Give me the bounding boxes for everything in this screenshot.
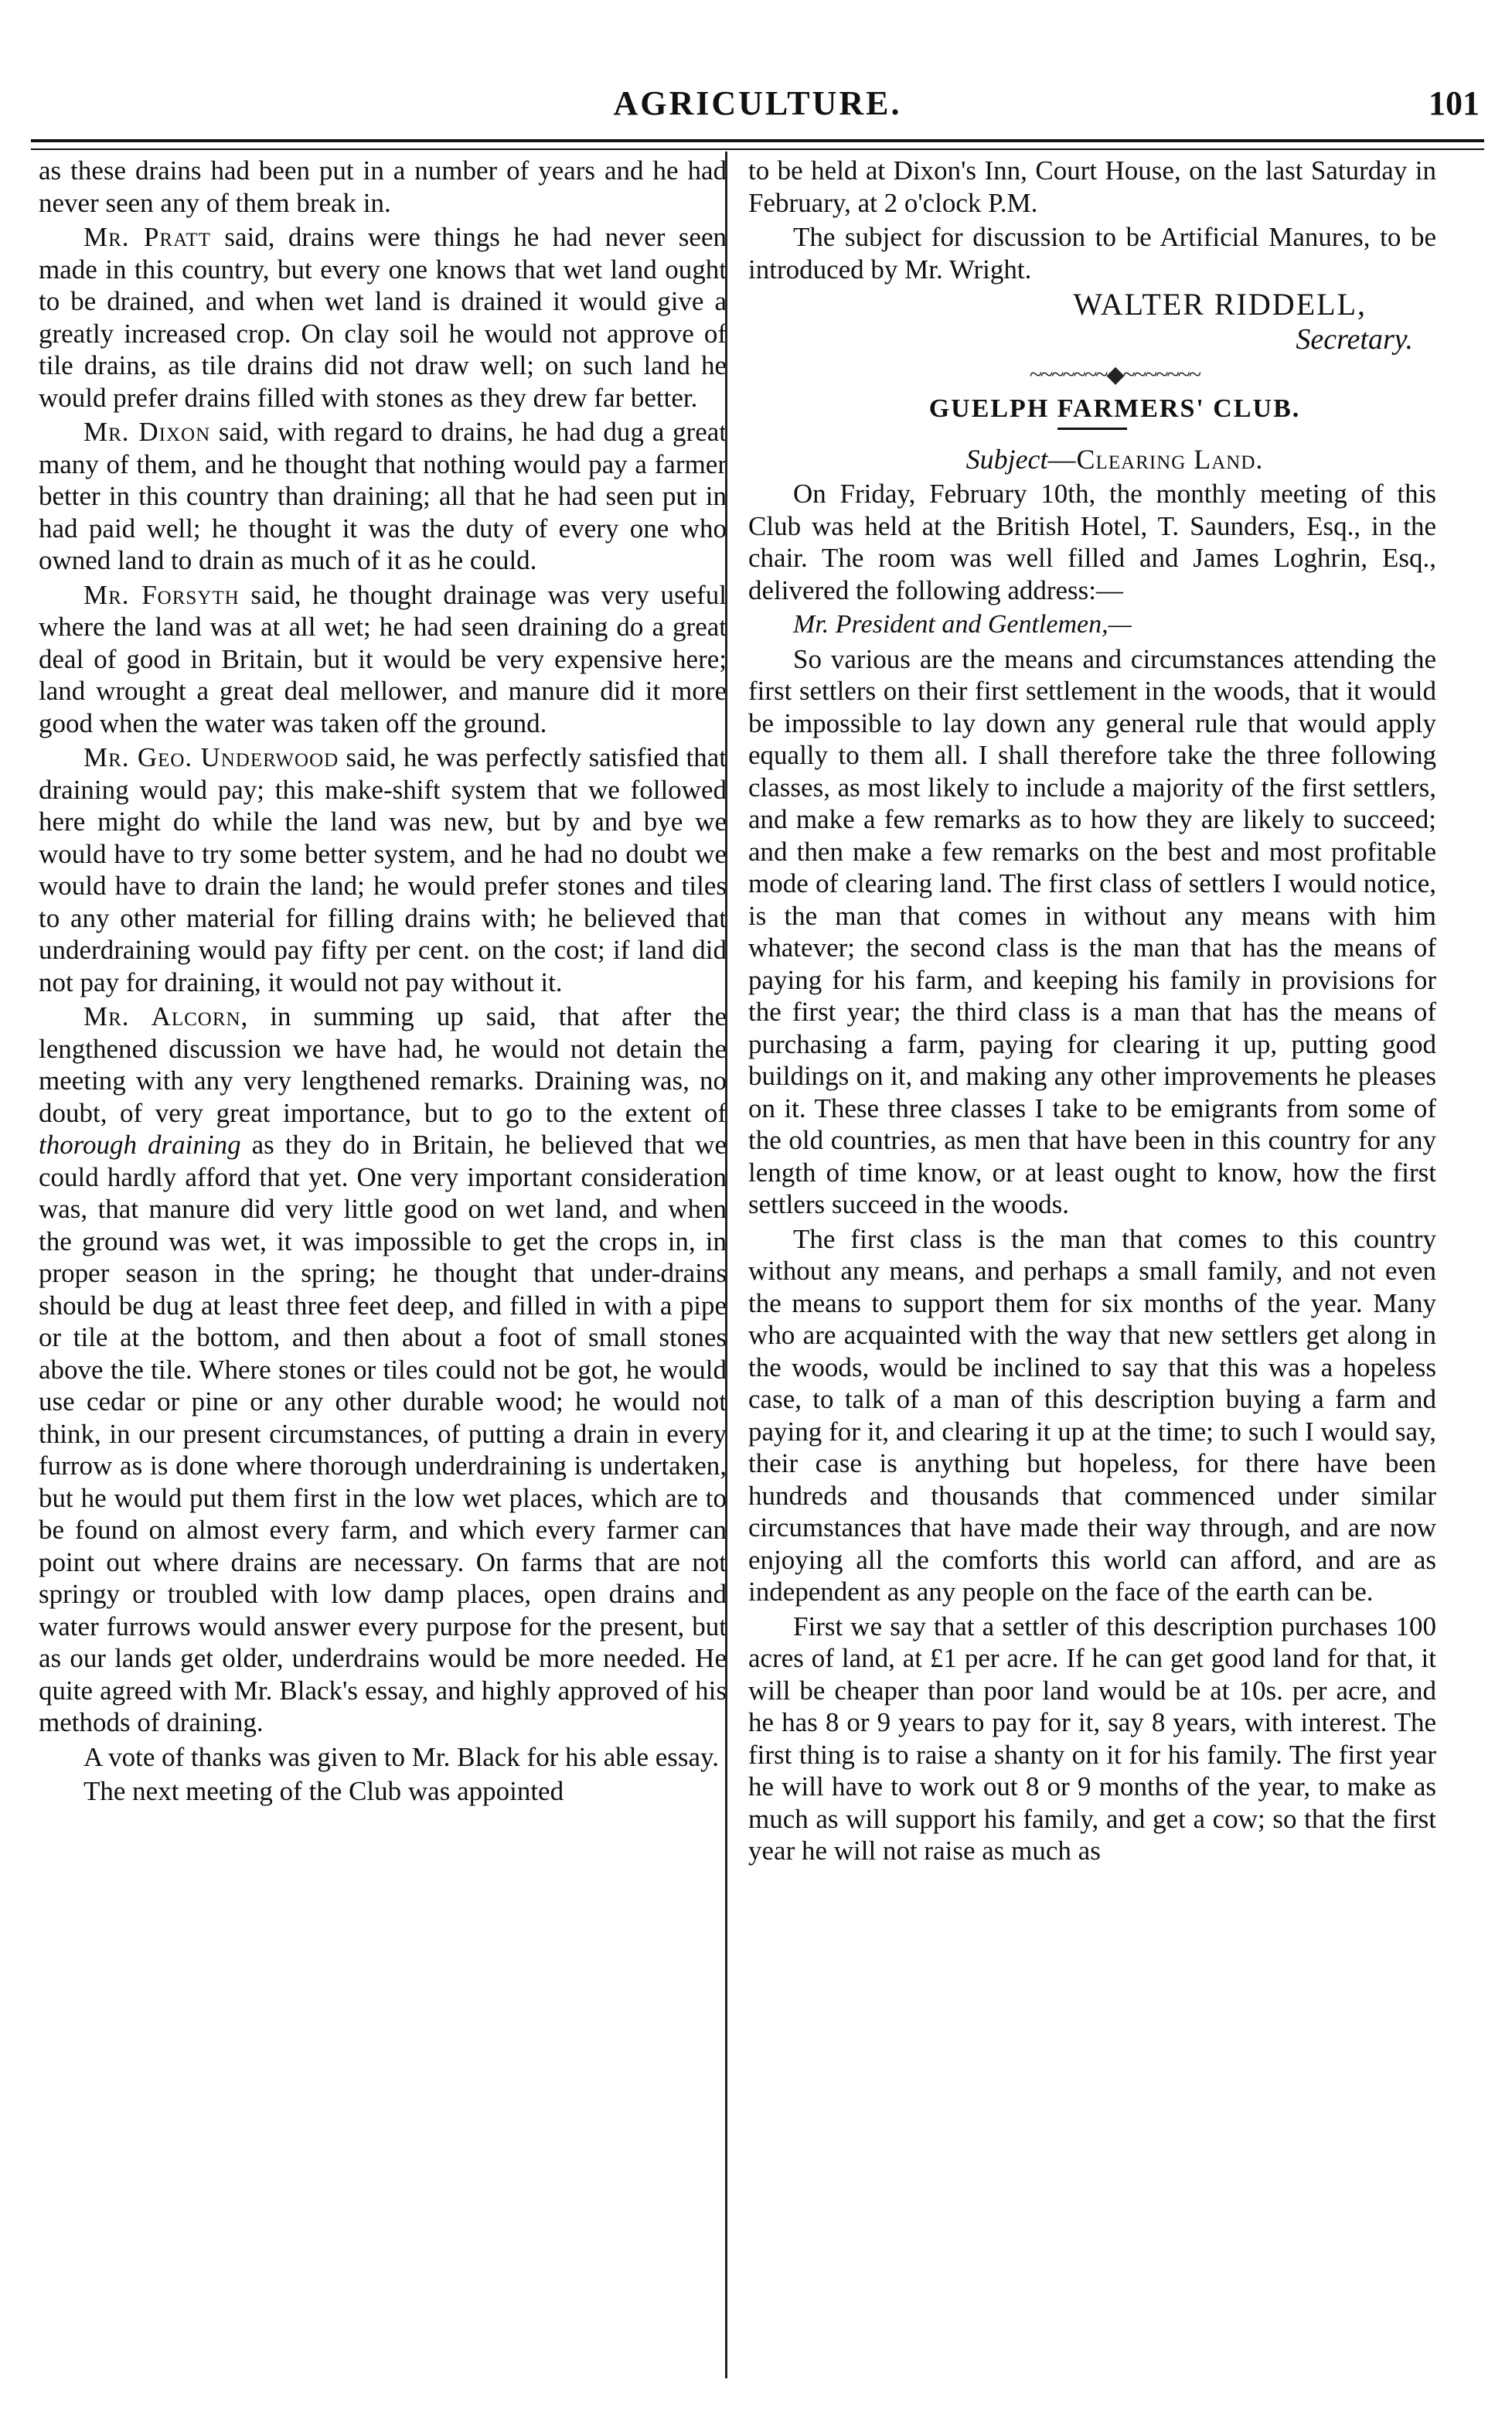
speaker-name: Mr. Geo. Underwood [83, 742, 339, 772]
salutation: Mr. President and Gentlemen,— [793, 610, 1132, 639]
section-title: GUELPH FARMERS' CLUB. [928, 394, 1301, 423]
subject-line [748, 444, 1436, 476]
column-divider [725, 152, 727, 2378]
paragraph-text: as they do in Britain, he believed that we could hardly afford that yet. One very important consideration was, that manure did very little good on wet land, and when the ground was wet, it was impossible to get the crops in, in proper season in the spring; he thought that under-drains should be dug at least three feet deep, and filled in with a pipe or tile at the bottom, and then about a foot of small stones above the tile. Where stones or tiles could not be got, he would use cedar or pine or any other durable wood; he would not think, in our present circumstances, of putting a drain in every furrow as is done where thorough underdraining is undertaken, but he would put them first in the low wet places, which are to be found on almost every farm, and which every farmer can point out where drains are necessary. On farms that are not springy or troubled with low damp places, open drains and water furrows would answer every purpose for the present, but as our lands get older, underdrains would be more needed. He quite agreed with Mr. Black's essay, and highly approved of his methods of draining. [39, 1130, 727, 1737]
signature-title: Secretary. [1296, 323, 1413, 356]
paragraph-text: said, he was perfectly satisfied that draining would pay; this make-shift system that we followed here might do while the land was new, but by and bye we would have to try some better system, and he had no doubt we would have to drain the land; he would prefer stones and tiles to any other material for filling drains with; he believed that underdraining would pay fifty per cent. on the cost; if land did not pay for draining, it would not pay without it. [39, 742, 727, 997]
title-rule [1057, 428, 1127, 430]
speaker-name: Mr. Pratt [83, 222, 211, 252]
paragraph: So various are the means and circumstances attending the first settlers on their first settlement in the woods, that it would be impossible to lay down any general rule that would apply equally to them all. I shall therefore take the three following classes, as most likely to include a majority of the first settlers, and make a few remarks as to how they are likely to succeed; and then make a few remarks on the best and most profitable mode of clearing land. The first class of settlers I would notice, is the man that comes in without any means with him whatever; the second class is the man that has the means of paying for his farm, and keeping his family in provisions for the first year; the third class is a man that has the means of purchasing a farm, paying for clearing it up, putting good buildings on it, and making any other improvements he pleases on it. These three classes I take to be emigrants from some of the old countries, as men that have been in this country for any length of time know, or at least ought to know, how the first settlers succeed in the woods. [748, 643, 1436, 1219]
signature: WALTER RIDDELL, [1073, 287, 1367, 322]
subject-value: —Clearing Land. [1047, 443, 1264, 475]
speaker-name: Mr. Dixon [83, 417, 211, 447]
ornament-divider: ~~~~~~~◆~~~~~~~ [1029, 361, 1200, 387]
paragraph: A vote of thanks was given to Mr. Black for his able essay. [83, 1741, 720, 1772]
paragraph-text: said, with regard to drains, he had dug a great many of them, and he thought that nothing would pay a farmer better in this country than draining; all that he had seen put in had paid well; he thought it was the duty of every one who owned land to drain as much of it as he could. [39, 417, 727, 575]
paragraph [39, 1001, 727, 1739]
paragraph: The next meeting of the Club was appointed [83, 1776, 564, 1806]
running-head: AGRICULTURE. [613, 84, 902, 122]
emphasis-text: thorough draining [39, 1130, 241, 1160]
paragraph [39, 741, 727, 998]
paragraph: The subject for discussion to be Artificial Manures, to be introduced by Mr. Wright. [748, 222, 1436, 285]
speaker-name: Mr. Forsyth [83, 579, 240, 610]
paragraph: The first class is the man that comes to this country without any means, and perhaps a small family, and not even the means to support them for six months of the year. Many who are acquainted with the way that new settlers get along in the woods, would be inclined to say that this was a hopeless case, to talk of a man of this description buying a farm and paying for it, and clearing it up at the time; to such I would say, their case is anything but hopeless, for there have been hundreds and thousands that commenced under similar circumstances that have made their way through, and are now enjoying all the comforts this world can afford, and are as independent as any people on the face of the earth can be. [748, 1223, 1436, 1607]
paragraph [39, 221, 727, 414]
right-column [748, 155, 1436, 1870]
paragraph [39, 579, 727, 740]
paragraph-text: said, drains were things he had never seen made in this country, but every one knows that wet land ought to be drained, and when wet land is drained it would give a greatly increased crop. On clay soil he would not approve of tile drains, as tile drains did not draw well; on such land he would prefer drains filled with stones as they drew far better. [39, 222, 727, 413]
header-rule [31, 139, 1484, 150]
left-column [39, 155, 727, 1810]
paragraph: First we say that a settler of this description purchases 100 acres of land, at £1 per acre. If he can get good land for that, it will be cheaper than poor land would be at 10s. per acre, and he has 8 or 9 years to pay for it, say 8 years, with interest. The first thing is to raise a shanty on it for his family. The first year he will have to work out 8 or 9 months of the year, to make as much as will support his family, and get a cow; so that the first year he will not raise as much as [748, 1611, 1436, 1866]
paragraph-text: said, he thought drainage was very useful where the land was at all wet; he had seen draining do a great deal of good in Britain, but it would be very expensive here; land wrought a great deal mellower, and manure did it more good when the water was taken off the ground. [39, 579, 727, 738]
paragraph: On Friday, February 10th, the monthly meeting of this Club was held at the British Hotel, T. Saunders, Esq., in the chair. The room was well filled and James Loghrin, Esq., delivered the following address:— [748, 479, 1436, 605]
paragraph: to be held at Dixon's Inn, Court House, on the last Saturday in February, at 2 o'clock P.M. [748, 155, 1436, 218]
paragraph-text: , in summing up said, that after the lengthened discussion we have had, he would not detain the meeting with any very lengthened remarks. Draining was, no doubt, of very great importance, but to go to the extent of [39, 1001, 727, 1128]
paragraph: as these drains had been put in a number of years and he had never seen any of them break in. [39, 155, 727, 218]
page-number: 101 [1429, 84, 1480, 122]
page-header [31, 77, 1484, 131]
subject-label: Subject [965, 443, 1048, 475]
speaker-name: Mr. Alcorn [83, 1001, 241, 1031]
paragraph [39, 416, 727, 577]
